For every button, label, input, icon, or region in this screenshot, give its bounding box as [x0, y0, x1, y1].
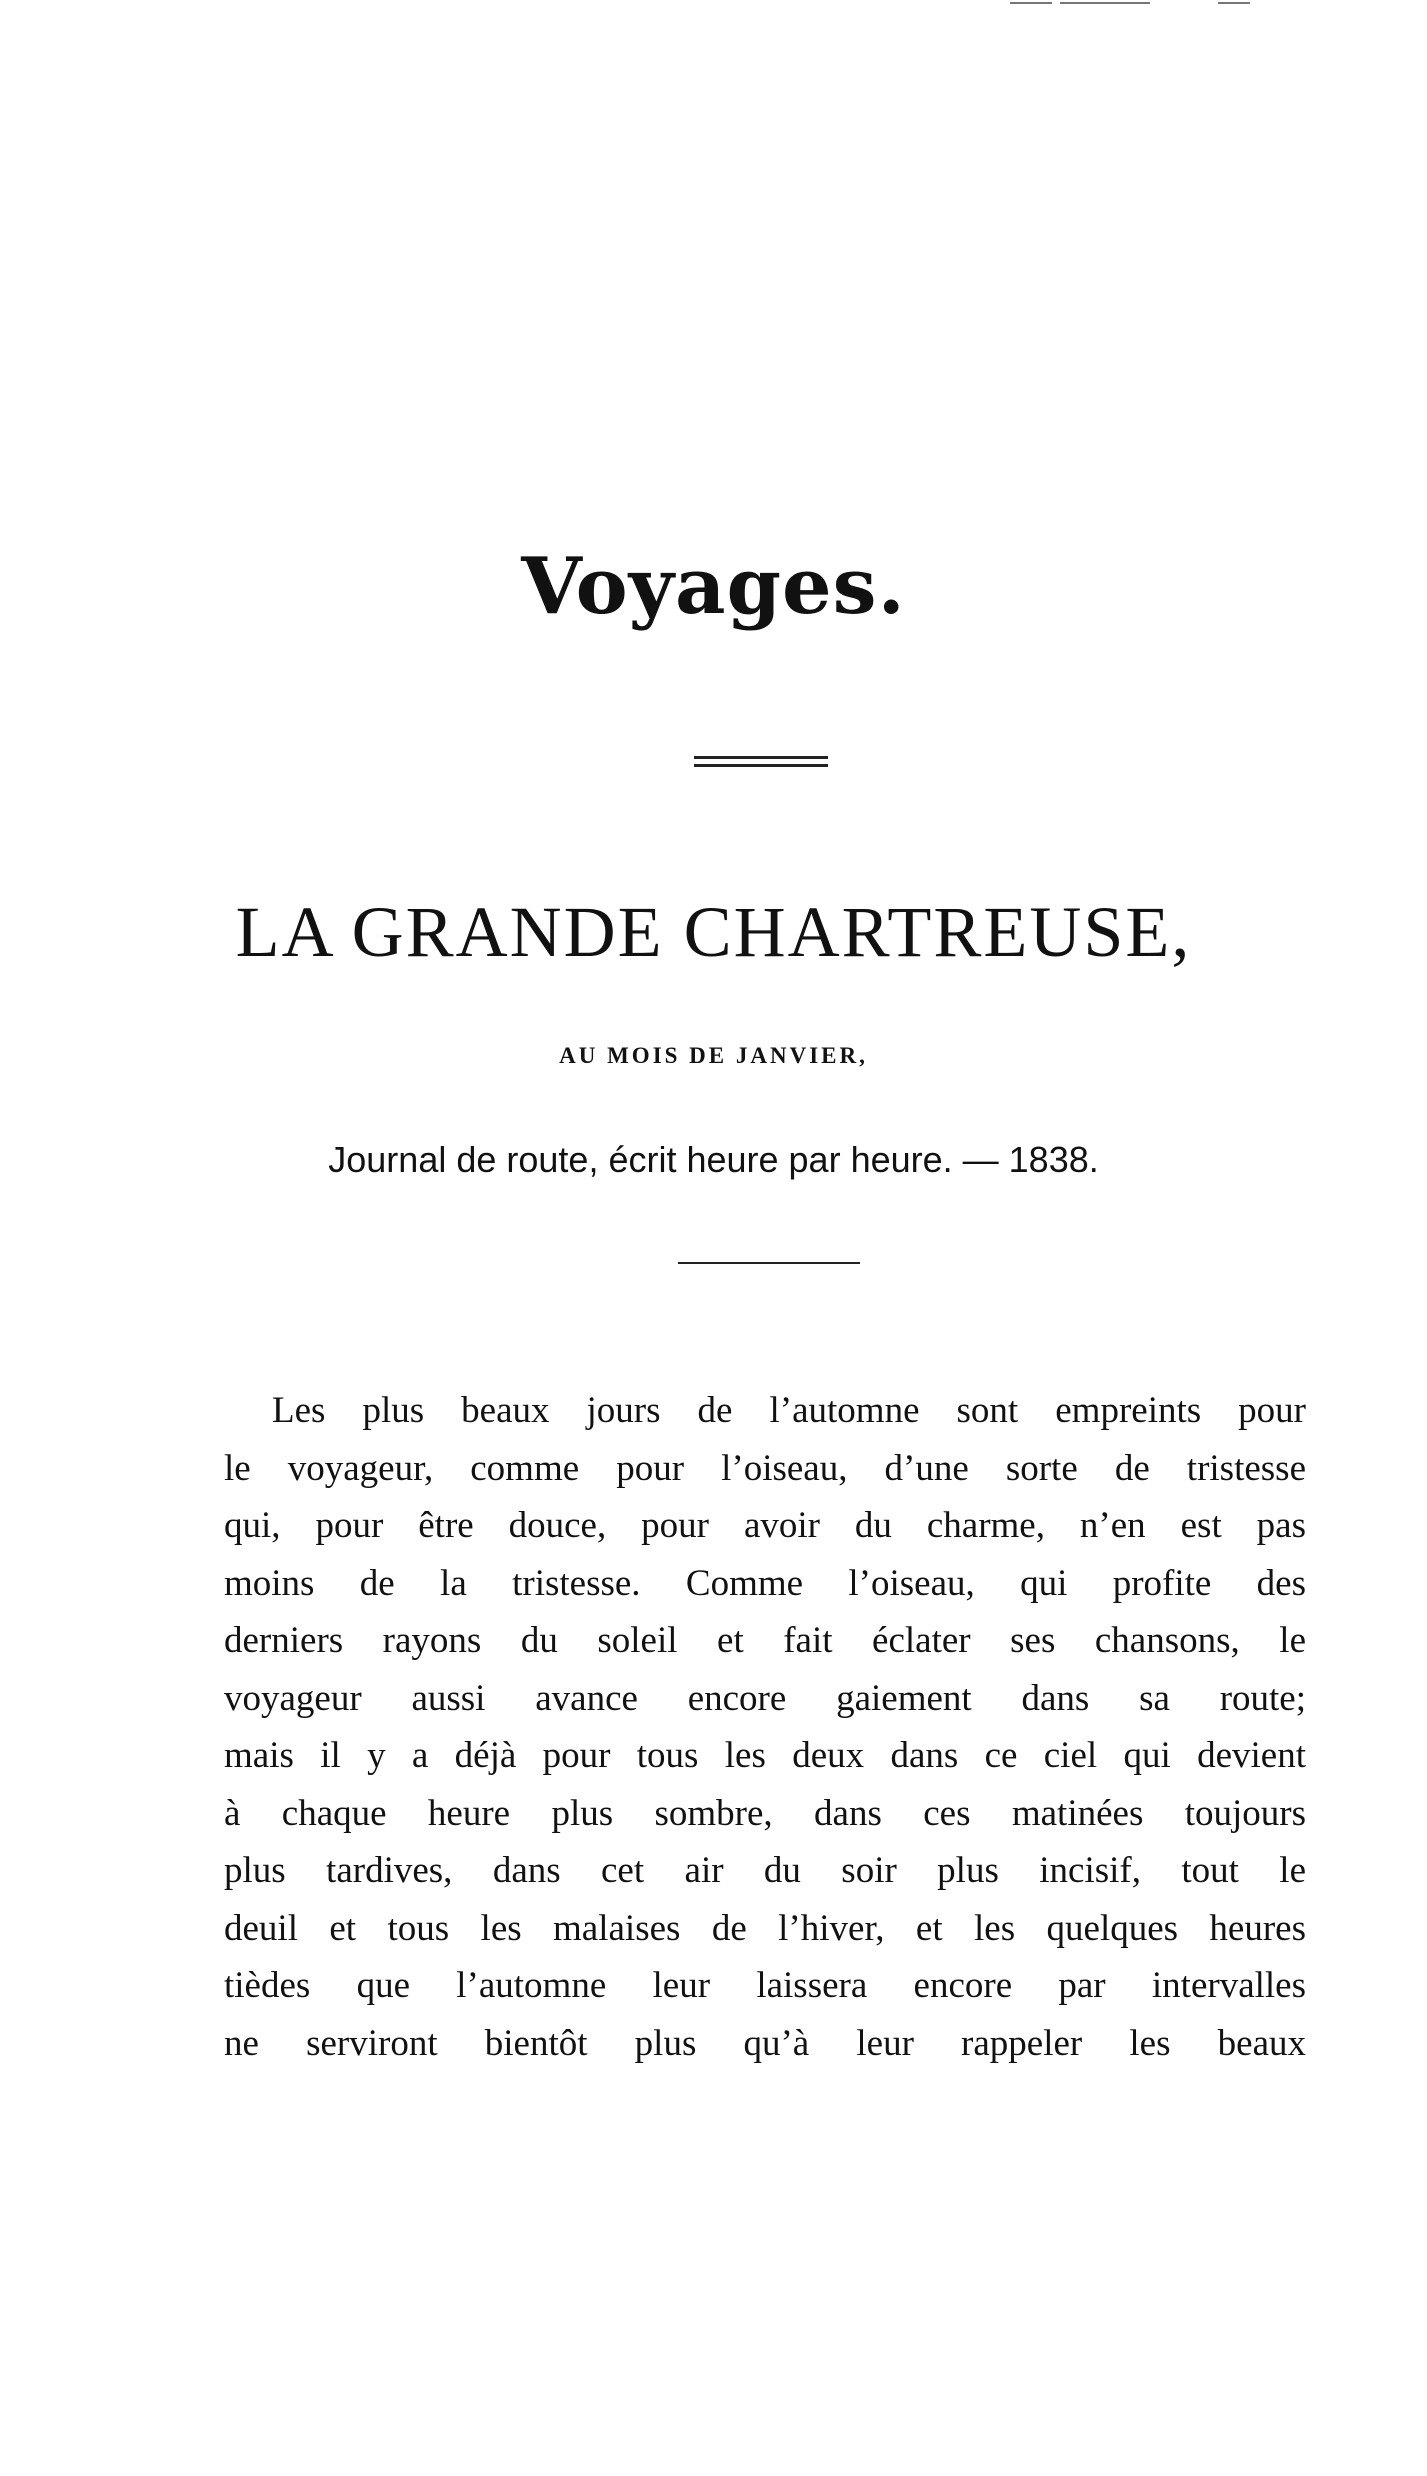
text-line: derniers rayons du soleil et fait éclater ses chansons, le	[224, 1620, 1306, 1661]
scan-mark	[1218, 2, 1250, 4]
scan-mark	[1010, 2, 1052, 4]
text-line: plus tardives, dans cet air du soir plus incisif, tout le	[224, 1850, 1306, 1891]
text-line: mais il y a déjà pour tous les deux dans ce ciel qui devient	[224, 1735, 1306, 1776]
text-line: ne serviront bientôt plus qu’à leur rappeler les beaux	[224, 2022, 1306, 2064]
text-line: le voyageur, comme pour l’oiseau, d’une sorte de tristesse	[224, 1447, 1306, 1489]
rule-divider	[678, 1262, 860, 1264]
text-line: deuil et tous les malaises de l’hiver, et les quelques heures	[224, 1907, 1306, 1949]
chapter-subtitle: AU MOIS DE JANVIER,	[559, 1043, 868, 1068]
text-line: qui, pour être douce, pour avoir du charme, n’en est pas	[224, 1505, 1306, 1546]
text-line: à chaque heure plus sombre, dans ces matinées toujours	[224, 1792, 1306, 1834]
text-line: tièdes que l’automne leur laissera encore par intervalles	[224, 1965, 1306, 2006]
double-rule-divider	[694, 756, 828, 767]
text-line: moins de la tristesse. Comme l’oiseau, qui profite des	[224, 1562, 1306, 1604]
chapter-title: LA GRANDE CHARTREUSE,	[235, 892, 1192, 972]
body-paragraph	[224, 1382, 1306, 2072]
scan-mark	[1060, 2, 1150, 4]
text-line: voyageur aussi avance encore gaiement dans sa route;	[224, 1677, 1306, 1719]
dateline: Journal de route, écrit heure par heure. — 1838.	[328, 1139, 1099, 1180]
text-line: Les plus beaux jours de l’automne sont empreints pour	[272, 1390, 1306, 1431]
section-title: Voyages.	[521, 541, 906, 632]
